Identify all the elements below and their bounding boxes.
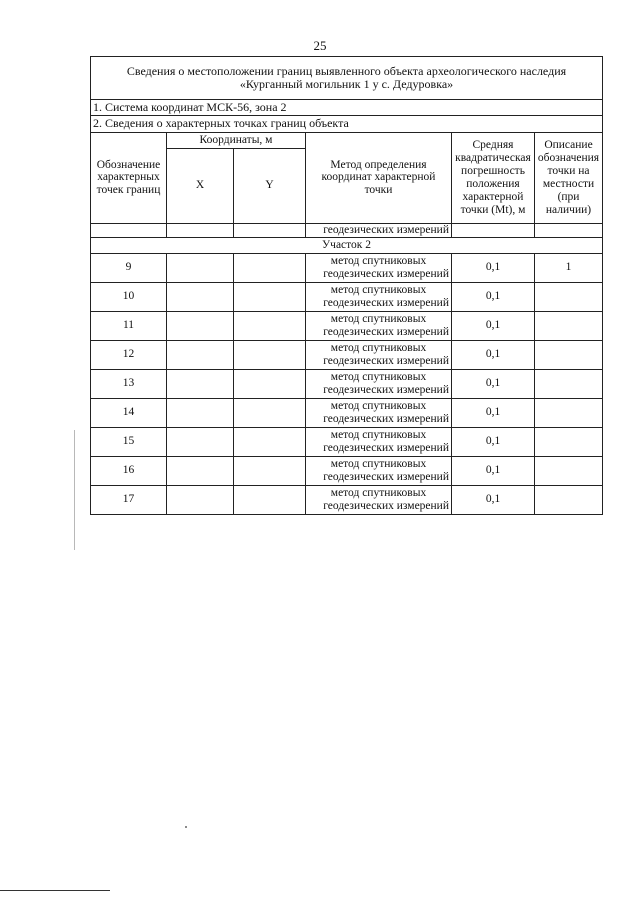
point-number: 10 [91, 282, 167, 311]
point-description [535, 427, 603, 456]
table-row [91, 282, 603, 311]
empty-cell [167, 223, 234, 237]
x-coordinate [167, 369, 234, 398]
y-coordinate [234, 398, 306, 427]
table-row [91, 485, 603, 514]
point-description [535, 311, 603, 340]
method-line-1: метод спутниковых [330, 370, 427, 383]
method-line-2: геодезических измерений [323, 267, 449, 280]
accuracy-value: 0,1 [452, 398, 535, 427]
header-description: Описание обозначения точки на местности (при наличии) [535, 132, 603, 223]
method-line-2: геодезических измерений [323, 296, 449, 309]
section-row-2 [91, 116, 603, 132]
method-line-2: геодезических измерений [323, 441, 449, 454]
x-coordinate [167, 340, 234, 369]
method-continuation: геодезических измерений [306, 223, 452, 237]
method-line-1: метод спутниковых [330, 312, 427, 325]
accuracy-value: 0,1 [452, 427, 535, 456]
method-line-1: метод спутниковых [330, 428, 427, 441]
y-coordinate [234, 282, 306, 311]
footnote-rule [0, 890, 110, 891]
header-row-1 [91, 132, 603, 148]
point-description: 1 [535, 253, 603, 282]
table-row [91, 253, 603, 282]
method-line-1: метод спутниковых [330, 341, 427, 354]
method-cell [306, 282, 452, 311]
header-method: Метод определения координат характерной точки [306, 132, 452, 223]
x-coordinate [167, 456, 234, 485]
continuation-row [91, 223, 603, 237]
table-caption [91, 57, 603, 100]
caption-row [91, 57, 603, 100]
y-coordinate [234, 340, 306, 369]
header-y: Y [234, 148, 306, 223]
method-cell [306, 253, 452, 282]
y-coordinate [234, 253, 306, 282]
point-number: 14 [91, 398, 167, 427]
scan-dot [185, 826, 187, 828]
method-line-2: геодезических измерений [323, 325, 449, 338]
point-number: 12 [91, 340, 167, 369]
method-line-2: геодезических измерений [323, 499, 449, 512]
coordinate-system: 1. Система координат МСК-56, зона 2 [91, 100, 603, 116]
method-line-2: геодезических измерений [323, 383, 449, 396]
boundary-points-table [90, 56, 603, 515]
point-number: 17 [91, 485, 167, 514]
point-description [535, 485, 603, 514]
section-row-1 [91, 100, 603, 116]
table-row [91, 311, 603, 340]
header-coordinates: Координаты, м [167, 132, 306, 148]
page-number: 25 [313, 38, 327, 53]
x-coordinate [167, 485, 234, 514]
method-line-1: метод спутниковых [330, 399, 427, 412]
table-row [91, 369, 603, 398]
x-coordinate [167, 427, 234, 456]
empty-cell [234, 223, 306, 237]
point-description [535, 398, 603, 427]
method-line-1: метод спутниковых [330, 254, 427, 267]
points-section-title: 2. Сведения о характерных точках границ объекта [91, 116, 603, 132]
point-description [535, 369, 603, 398]
y-coordinate [234, 427, 306, 456]
method-line-2: геодезических измерений [323, 412, 449, 425]
method-cell [306, 398, 452, 427]
header-x: X [167, 148, 234, 223]
y-coordinate [234, 456, 306, 485]
table-row [91, 340, 603, 369]
point-number: 13 [91, 369, 167, 398]
accuracy-value: 0,1 [452, 311, 535, 340]
subsection-title: Участок 2 [91, 237, 603, 253]
y-coordinate [234, 485, 306, 514]
caption-line-1: Сведения о местоположении границ выявленного объекта археологического наследия [126, 63, 567, 78]
x-coordinate [167, 253, 234, 282]
method-cell [306, 485, 452, 514]
point-number: 16 [91, 456, 167, 485]
accuracy-value: 0,1 [452, 340, 535, 369]
method-cell [306, 340, 452, 369]
point-number: 15 [91, 427, 167, 456]
accuracy-value: 0,1 [452, 282, 535, 311]
table-row [91, 427, 603, 456]
point-number: 9 [91, 253, 167, 282]
method-line-2: геодезических измерений [323, 470, 449, 483]
scan-margin-mark [74, 430, 75, 550]
point-number: 11 [91, 311, 167, 340]
x-coordinate [167, 311, 234, 340]
method-line-1: метод спутниковых [330, 283, 427, 296]
accuracy-value: 0,1 [452, 456, 535, 485]
point-description [535, 340, 603, 369]
header-designation: Обозначение характерных точек границ [91, 132, 167, 223]
x-coordinate [167, 282, 234, 311]
header-accuracy: Средняя квадратическая погрешность положения характерной точки (Mt), м [452, 132, 535, 223]
table-row [91, 456, 603, 485]
method-cell [306, 456, 452, 485]
method-cell [306, 369, 452, 398]
method-line-2: геодезических измерений [323, 354, 449, 367]
table-row [91, 398, 603, 427]
empty-cell [452, 223, 535, 237]
empty-cell [535, 223, 603, 237]
point-description [535, 456, 603, 485]
subsection-row [91, 237, 603, 253]
accuracy-value: 0,1 [452, 369, 535, 398]
empty-cell [91, 223, 167, 237]
point-description [535, 282, 603, 311]
method-line-1: метод спутниковых [330, 486, 427, 499]
method-line-1: метод спутниковых [330, 457, 427, 470]
accuracy-value: 0,1 [452, 485, 535, 514]
accuracy-value: 0,1 [452, 253, 535, 282]
method-cell [306, 427, 452, 456]
caption-line-2: «Курганный могильник 1 у с. Дедуровка» [239, 77, 454, 91]
x-coordinate [167, 398, 234, 427]
y-coordinate [234, 311, 306, 340]
method-cell [306, 311, 452, 340]
y-coordinate [234, 369, 306, 398]
